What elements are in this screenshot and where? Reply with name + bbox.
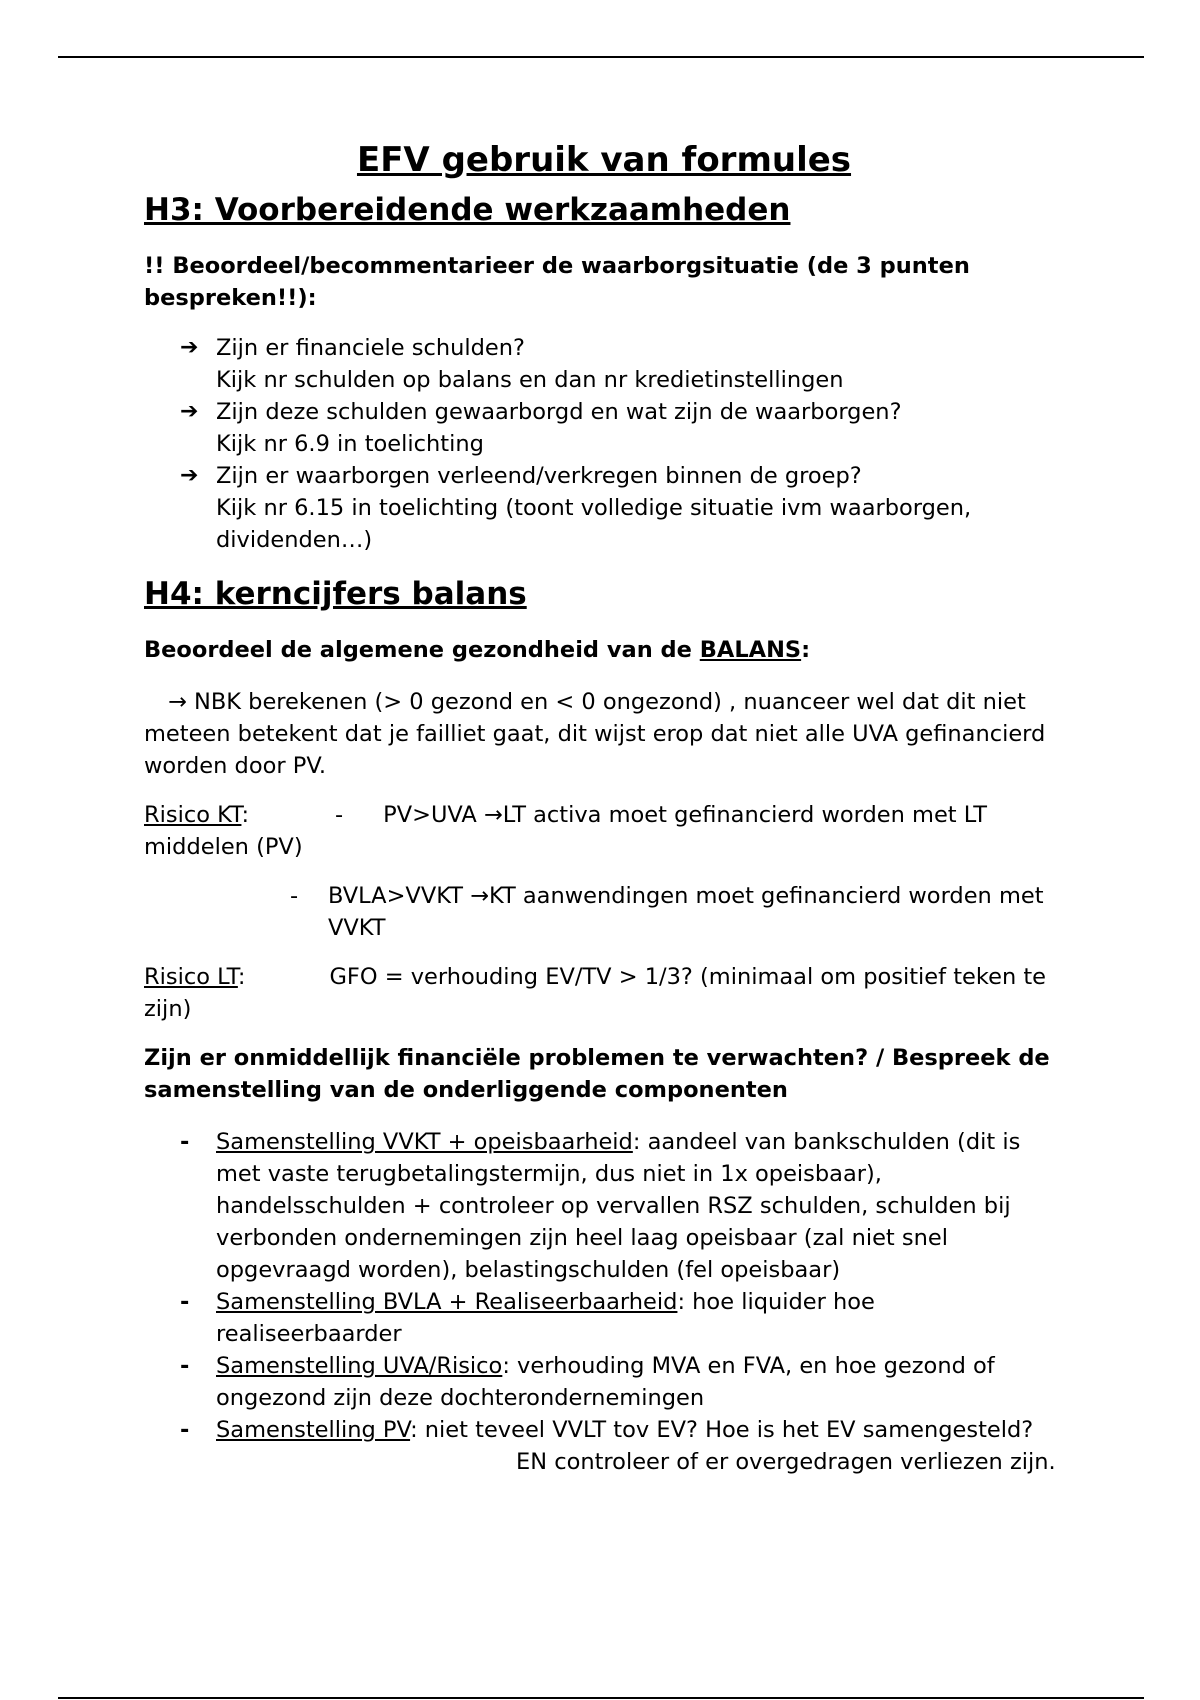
dash-marker: - — [290, 883, 299, 909]
arrow-bullet-icon: ➔ — [180, 335, 199, 360]
list-item: ➔ Zijn er financiele schulden? Kijk nr schulden op balans en dan nr kredietinstellingen — [144, 332, 1064, 396]
arrow-bullet-icon: ➔ — [180, 463, 199, 488]
arrow-bullet-icon: ➔ — [180, 399, 199, 424]
section-heading-h4: H4: kerncijfers balans — [144, 576, 527, 612]
samenstelling-list — [144, 1126, 1064, 1478]
dash-marker: - — [180, 1129, 190, 1155]
dash-marker: - — [335, 802, 344, 828]
h4-lead: Beoordeel de algemene gezondheid van de BALANS: — [144, 637, 811, 663]
dash-marker: - — [180, 1289, 190, 1315]
list-item: - Samenstelling BVLA + Realiseerbaarheid: hoe liquider hoe realiseerbaarder — [144, 1286, 1064, 1350]
list-item: ➔ Zijn deze schulden gewaarborgd en wat zijn de waarborgen? Kijk nr 6.9 in toelichting — [144, 396, 1064, 460]
document-title: EFV gebruik van formules — [356, 140, 852, 180]
dash-marker: - — [180, 1353, 190, 1379]
footer-rule — [58, 1697, 1144, 1699]
h4-lead2: Zijn er onmiddellijk financiële problemen te verwachten? / Bespreek de samenstelling van de onderliggende componenten — [144, 1045, 1050, 1103]
nbk-paragraph: → NBK berekenen (> 0 gezond en < 0 ongezond) , nuanceer wel dat dit niet meteen betekent dat je failliet gaat, dit wijst erop dat niet alle UVA gefinancierd worden door PV. — [144, 689, 1046, 779]
list-item: - Samenstelling PV: niet teveel VVLT tov EV? Hoe is het EV samengesteld? EN controleer of er overgedragen verliezen zijn. — [144, 1414, 1064, 1478]
list-item: ➔ Zijn er waarborgen verleend/verkregen binnen de groep? Kijk nr 6.15 in toelichting (toont volledige situatie ivm waarborgen, dividenden…) — [144, 460, 1064, 556]
list-item: - Samenstelling VVKT + opeisbaarheid: aandeel van bankschulden (dit is met vaste terugbetalingstermijn, dus niet in 1x opeisbaar), handelsschulden + controleer op vervallen RSZ schulden, schulden bij verbonden ondernemingen zijn heel laag opeisbaar (zal niet snel opgevraagd worden), belastingschulden (fel opeisbaar) — [144, 1126, 1064, 1286]
document-body — [144, 140, 1064, 1478]
risico-kt-paragraph: Risico KT: - PV>UVA →LT activa moet gefinancierd worden met LT middelen (PV) — [144, 802, 987, 860]
dash-marker: - — [180, 1417, 190, 1443]
section-heading-h3: H3: Voorbereidende werkzaamheden — [144, 192, 791, 228]
risico-lt-paragraph: Risico LT: GFO = verhouding EV/TV > 1/3? (minimaal om positief teken te zijn) — [144, 964, 1047, 1022]
h3-lead: !! Beoordeel/becommentarieer de waarborgsituatie (de 3 punten bespreken!!): — [144, 253, 970, 311]
header-rule — [58, 56, 1144, 58]
h3-checklist — [144, 332, 1064, 556]
risico-kt-subline: - BVLA>VVKT →KT aanwendingen moet gefinancierd worden met VVKT — [144, 880, 1064, 944]
list-item: - Samenstelling UVA/Risico: verhouding MVA en FVA, en hoe gezond of ongezond zijn deze dochterondernemingen — [144, 1350, 1064, 1414]
